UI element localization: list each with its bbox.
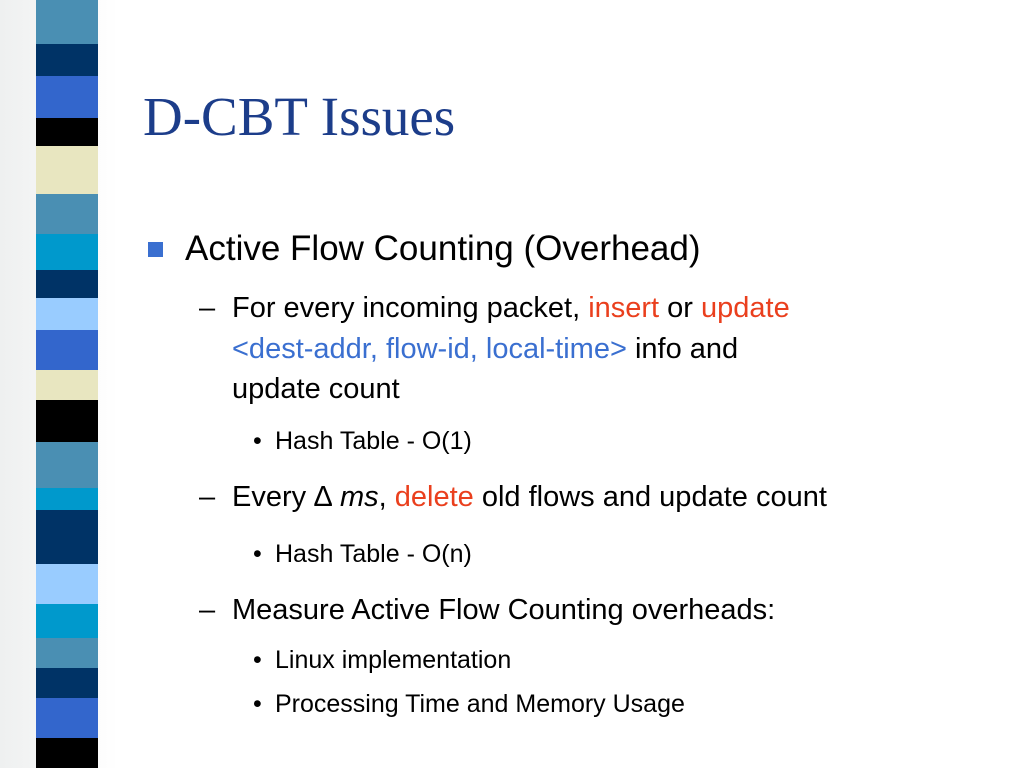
stripe-block bbox=[36, 564, 98, 604]
dot-marker: • bbox=[253, 690, 262, 718]
stripe-block bbox=[36, 604, 98, 638]
tuple-dest-addr-flow-id-local-time: <dest-addr, flow-id, local-time> bbox=[232, 333, 627, 365]
stripe-block bbox=[36, 668, 98, 698]
subitem-text: Measure Active Flow Counting overheads: bbox=[232, 594, 776, 626]
text-run: or bbox=[659, 292, 702, 324]
unit-ms: ms bbox=[331, 481, 379, 513]
sub-subitem-text: Linux implementation bbox=[275, 646, 512, 674]
stripe-block bbox=[36, 194, 98, 234]
bullet-text: Active Flow Counting (Overhead) bbox=[185, 229, 701, 268]
sub-subitem-text: Hash Table - O(1) bbox=[275, 427, 472, 455]
text-run: For every incoming packet, bbox=[232, 292, 589, 324]
stripe-block bbox=[36, 698, 98, 738]
dash-marker: – bbox=[199, 292, 216, 324]
text-run: info and bbox=[626, 333, 739, 365]
stripe-block bbox=[36, 118, 98, 146]
dash-marker: – bbox=[199, 481, 216, 513]
slide-title: D-CBT Issues bbox=[143, 86, 456, 147]
stripe-block bbox=[36, 400, 98, 442]
stripe-block bbox=[36, 370, 98, 400]
dot-marker: • bbox=[253, 646, 262, 674]
subitem-line-1 bbox=[232, 288, 790, 328]
stripe-block bbox=[36, 330, 98, 370]
stripe-block bbox=[36, 76, 98, 118]
sub-subitem-text: Processing Time and Memory Usage bbox=[275, 690, 685, 718]
stripe-block bbox=[36, 638, 98, 668]
square-bullet-icon bbox=[148, 242, 163, 257]
stripe-block bbox=[36, 44, 98, 76]
dash-marker: – bbox=[199, 594, 216, 626]
stripe-block bbox=[36, 488, 98, 510]
stripe-block bbox=[36, 738, 98, 768]
stripe-block bbox=[36, 442, 98, 488]
stripe-block bbox=[36, 510, 98, 564]
keyword-update: update bbox=[701, 292, 790, 324]
stripe-block bbox=[36, 270, 98, 298]
stripe-block bbox=[36, 146, 98, 194]
subitem-line bbox=[232, 477, 827, 517]
subitem-line-3: update count bbox=[232, 373, 400, 405]
text-run: , bbox=[378, 481, 395, 513]
keyword-insert: insert bbox=[588, 292, 660, 324]
text-run: old flows and update count bbox=[473, 481, 827, 513]
stripe-block bbox=[36, 234, 98, 270]
subitem-line-2 bbox=[232, 329, 738, 369]
stripe-block bbox=[36, 0, 98, 16]
dot-marker: • bbox=[253, 540, 262, 568]
delta-symbol: ∆ bbox=[314, 481, 332, 513]
sub-subitem-text: Hash Table - O(n) bbox=[275, 540, 472, 568]
stripe-block bbox=[36, 16, 98, 44]
decorative-side-panel bbox=[0, 0, 118, 768]
decorative-color-stripe bbox=[36, 0, 98, 768]
keyword-delete: delete bbox=[394, 481, 474, 513]
text-run: Every bbox=[232, 481, 315, 513]
stripe-block bbox=[36, 298, 98, 330]
dot-marker: • bbox=[253, 427, 262, 455]
